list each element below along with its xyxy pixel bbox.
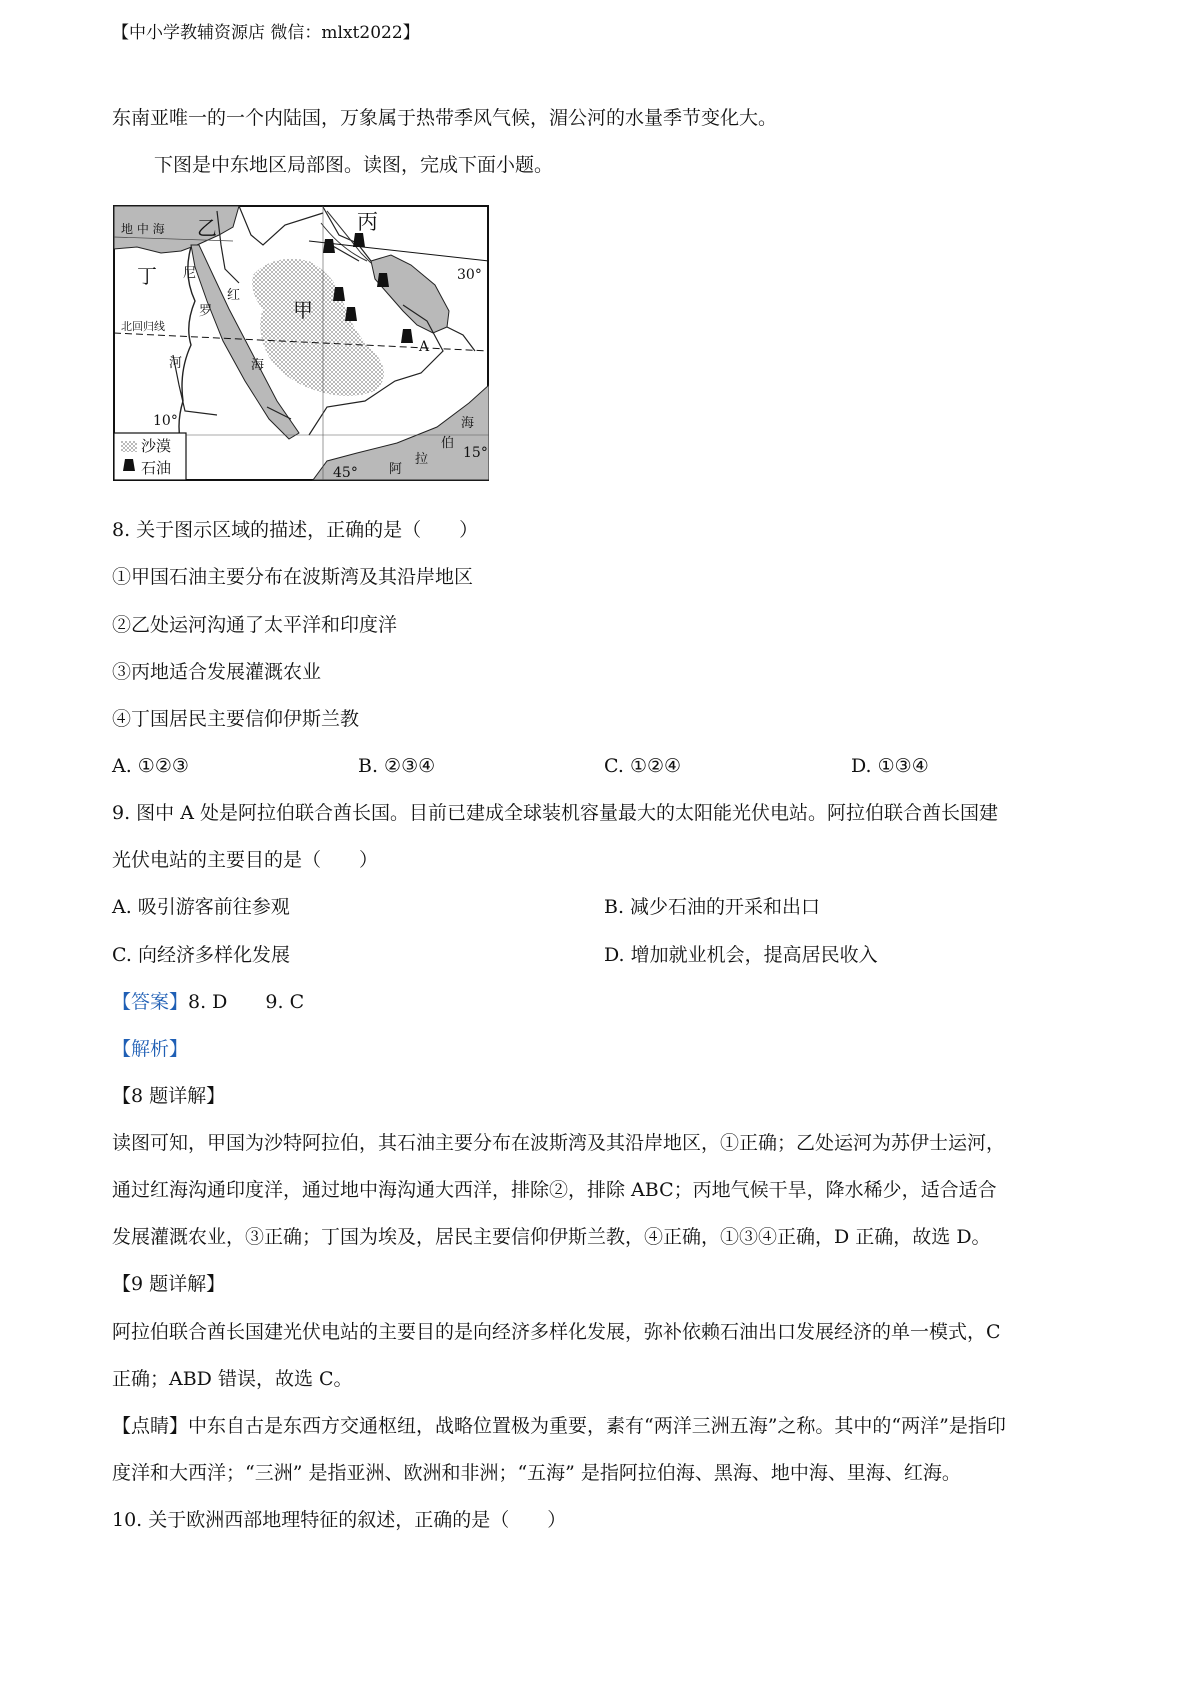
q9-option-d: D. 增加就业机会，提高居民收入: [604, 944, 878, 966]
q9-stem-line2: 光伏电站的主要目的是（ ）: [112, 849, 379, 871]
detail9-line: 阿拉伯联合酋长国建光伏电站的主要目的是向经济多样化发展，弥补依赖石油出口发展经济的单一模式，C: [112, 1321, 1001, 1343]
label-bing: 丙: [357, 210, 378, 234]
label-ding: 丁: [137, 264, 157, 288]
page-header: 【中小学教辅资源店 微信：mlxt2022】: [112, 23, 420, 43]
label-lat15: 15°: [463, 445, 488, 461]
oil-icon: [345, 307, 357, 321]
q8-option-a: A. ①②③: [112, 755, 189, 777]
q9-option-b: B. 减少石油的开采和出口: [604, 896, 821, 918]
intro-line: 东南亚唯一的一个内陆国，万象属于热带季风气候，湄公河的水量季节变化大。: [112, 107, 778, 129]
label-nile-2: 罗: [199, 304, 213, 319]
label-yi: 乙: [197, 216, 217, 240]
legend-desert-label: 沙漠: [141, 437, 172, 455]
label-arab-4: 阿: [389, 462, 403, 477]
legend-oil-label: 石油: [141, 459, 172, 477]
detail8-title: 【8 题详解】: [112, 1085, 226, 1107]
middle-east-map: [113, 205, 489, 481]
q8-option-c: C. ①②④: [604, 755, 682, 777]
label-lon45: 45°: [333, 465, 358, 481]
oil-icon: [353, 233, 365, 247]
label-tropic: 北回归线: [121, 320, 165, 333]
label-red-1: 红: [227, 288, 241, 303]
label-arab-3: 拉: [415, 452, 429, 467]
dianjing-line: 【点睛】中东自古是东西方交通枢纽，战略位置极为重要，素有“两洋三洲五海”之称。其中的“两洋”是指印: [112, 1415, 1006, 1437]
dianjing-line: 度洋和大西洋；“三洲” 是指亚洲、欧洲和非洲；“五海” 是指阿拉伯海、黑海、地中海、里海、红海。: [112, 1462, 961, 1484]
map-instruction: 下图是中东地区局部图。读图，完成下面小题。: [154, 154, 554, 176]
detail8-line: 读图可知，甲国为沙特阿拉伯，其石油主要分布在波斯湾及其沿岸地区，①正确；乙处运河为苏伊士运河，: [112, 1132, 1006, 1154]
q8-option-b: B. ②③④: [358, 755, 436, 777]
oil-icon: [323, 239, 335, 253]
q8-statement: ①甲国石油主要分布在波斯湾及其沿岸地区: [112, 566, 474, 588]
label-lat10: 10°: [153, 413, 178, 429]
detail8-line: 通过红海沟通印度洋，通过地中海沟通大西洋，排除②，排除 ABC；丙地气候干旱，降水稀少，适合适合: [112, 1179, 997, 1201]
label-nile-3: 河: [169, 356, 183, 371]
answer-text: 8. D 9. C: [188, 991, 305, 1013]
label-point-a: A: [419, 339, 430, 355]
oil-legend-icon: [123, 459, 135, 471]
detail9-line: 正确；ABD 错误，故选 C。: [112, 1368, 353, 1390]
q9-stem-line1: 9. 图中 A 处是阿拉伯联合酋长国。目前已建成全球装机容量最大的太阳能光伏电站。阿拉伯联合酋长国建: [112, 802, 998, 824]
oil-icon: [333, 287, 345, 301]
q8-option-d: D. ①③④: [851, 755, 929, 777]
answer-line: [112, 988, 304, 1016]
oil-icon: [401, 329, 413, 343]
label-arab-1: 海: [461, 416, 475, 431]
q10-stem: 10. 关于欧洲西部地理特征的叙述，正确的是（ ）: [112, 1509, 567, 1531]
detail9-title: 【9 题详解】: [112, 1273, 226, 1295]
desert-legend-swatch: [121, 441, 137, 452]
q8-statement: ④丁国居民主要信仰伊斯兰教: [112, 708, 360, 730]
oil-icon: [377, 273, 389, 287]
label-nile-1: 尼: [183, 266, 197, 281]
label-mediterranean: 地 中 海: [121, 222, 165, 236]
label-arab-2: 伯: [441, 436, 455, 451]
detail8-line: 发展灌溉农业，③正确；丁国为埃及，居民主要信仰伊斯兰教，④正确，①③④正确，D 正确，故选 D。: [112, 1226, 991, 1248]
answer-label: 【答案】: [112, 991, 189, 1013]
label-jia: 甲: [293, 298, 313, 322]
q9-option-c: C. 向经济多样化发展: [112, 944, 290, 966]
q8-statement: ③丙地适合发展灌溉农业: [112, 661, 322, 683]
q8-statement: ②乙处运河沟通了太平洋和印度洋: [112, 614, 398, 636]
q8-stem: 8. 关于图示区域的描述，正确的是（ ）: [112, 519, 479, 541]
label-red-2: 海: [251, 358, 265, 373]
q9-option-a: A. 吸引游客前往参观: [112, 896, 290, 918]
label-lat30: 30°: [457, 267, 482, 283]
analysis-label: 【解析】: [112, 1038, 189, 1060]
